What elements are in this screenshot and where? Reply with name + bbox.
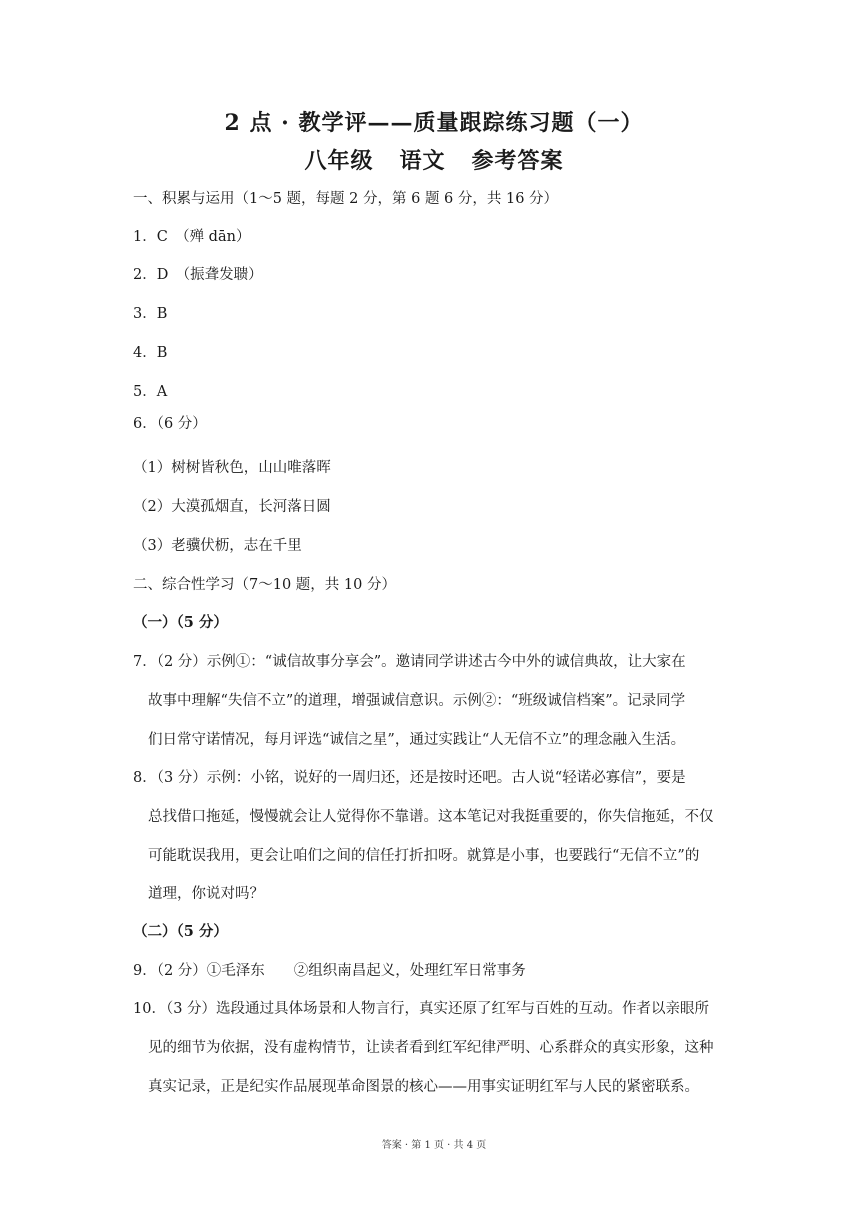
answer-2: 2．D （振聋发聩） xyxy=(133,267,263,283)
q8-line-2: 总找借口拖延，慢慢就会让人觉得你不靠谱。这本笔记对我挺重要的，你失信拖延，不仅 xyxy=(148,809,714,825)
q8-line-1: 8．（3 分）示例：小铭，说好的一周归还，还是按时还吧。古人说“轻诺必寡信”，要是 xyxy=(133,770,686,786)
part2-heading: （二）（5 分） xyxy=(133,923,228,940)
answer-4: 4．B xyxy=(133,345,168,361)
page-footer: 答案 · 第 1 页 · 共 4 页 xyxy=(381,1140,487,1151)
grade-label: 八年级 xyxy=(304,148,374,174)
answer-3: 3．B xyxy=(133,306,168,322)
answer-key-label: 参考答案 xyxy=(471,148,564,174)
answer-1: 1．C （殚 dān） xyxy=(133,229,251,245)
q6-item-2: （2）大漠孤烟直，长河落日圆 xyxy=(133,499,331,515)
q6-item-3: （3）老骥伏枥，志在千里 xyxy=(133,538,302,554)
q8-line-3: 可能耽误我用，更会让咱们之间的信任打折扣呀。就算是小事，也要践行“无信不立”的 xyxy=(148,848,700,864)
answer-6: 6．（6 分） xyxy=(133,416,207,432)
subject-label: 语文 xyxy=(399,148,446,174)
part1-heading: （一）（5 分） xyxy=(133,614,228,631)
q7-line-2: 故事中理解“失信不立”的道理，增强诚信意识。示例②：“班级诚信档案”。记录同学 xyxy=(148,693,686,709)
q7-line-1: 7．（2 分）示例①：“诚信故事分享会”。邀请同学讲述古今中外的诚信典故，让大家在 xyxy=(133,654,686,670)
q10-line-2: 见的细节为依据，没有虚构情节，让读者看到红军纪律严明、心系群众的真实形象，这种 xyxy=(148,1040,714,1056)
document-subtitle xyxy=(0,144,868,175)
q10-line-3: 真实记录，正是纪实作品展现革命图景的核心——用事实证明红军与人民的紧密联系。 xyxy=(148,1079,699,1095)
section2-heading: 二、综合性学习（7～10 题，共 10 分） xyxy=(133,577,396,593)
section1-heading: 一、积累与运用（1～5 题，每题 2 分，第 6 题 6 分，共 16 分） xyxy=(133,191,559,207)
q9-answer: 9．（2 分）①毛泽东 ②组织南昌起义，处理红军日常事务 xyxy=(133,963,526,979)
q7-line-3: 们日常守诺情况，每月评选“诚信之星”，通过实践让“人无信不立”的理念融入生活。 xyxy=(148,732,686,748)
q10-line-1: 10．（3 分）选段通过具体场景和人物言行，真实还原了红军与百姓的互动。作者以亲眼所 xyxy=(133,1001,710,1017)
document-title: 2 点 · 教学评——质量跟踪练习题（一） xyxy=(224,110,644,136)
answer-5: 5．A xyxy=(133,384,168,400)
q6-item-1: （1）树树皆秋色，山山唯落晖 xyxy=(133,460,331,476)
q8-line-4: 道理，你说对吗？ xyxy=(148,886,264,902)
